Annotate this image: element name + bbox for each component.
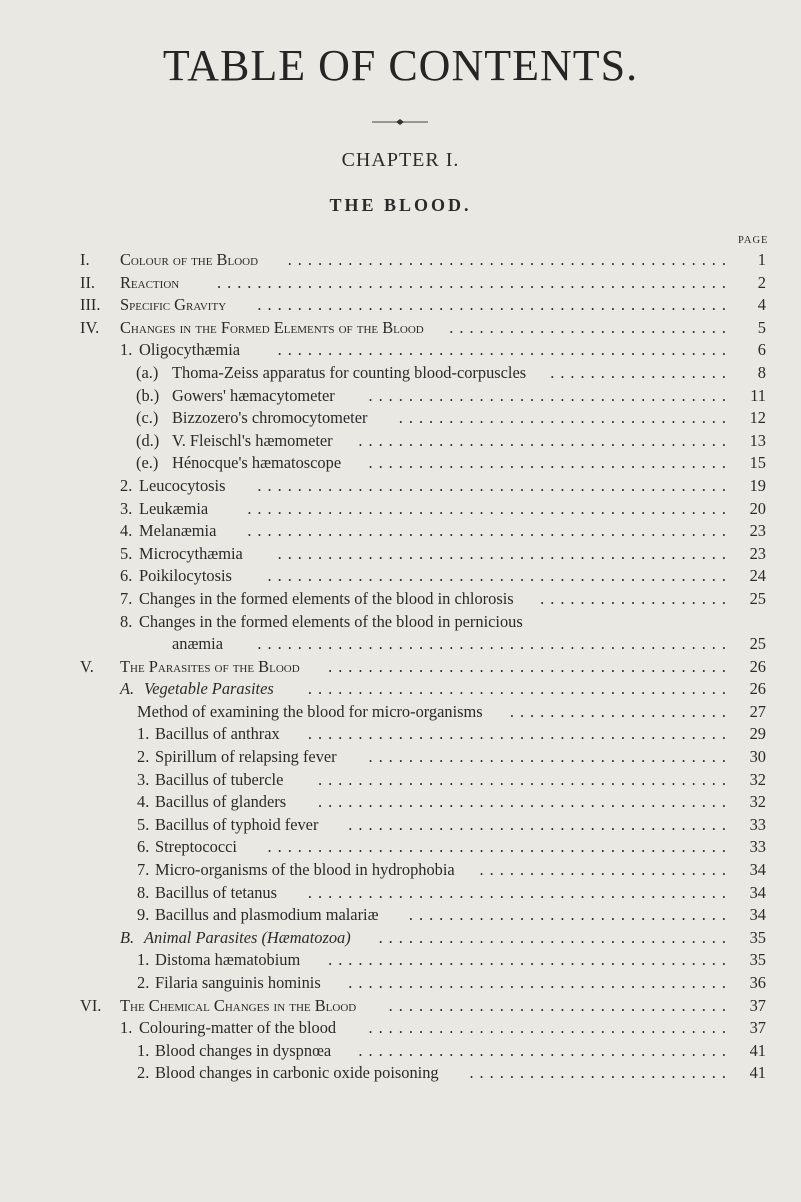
toc-entry-number: 8. xyxy=(137,882,150,902)
toc-entry-number: 2. xyxy=(120,475,133,495)
toc-entry[interactable] xyxy=(0,723,801,746)
dot-leader: .................................... xyxy=(368,747,732,767)
toc-entry-number: 7. xyxy=(137,860,150,880)
dot-leader: ......................................... xyxy=(317,792,732,812)
toc-entry-number: 1. xyxy=(120,340,133,360)
toc-entry[interactable] xyxy=(0,362,801,385)
toc-entry[interactable] xyxy=(0,949,801,972)
toc-entry-number: 1. xyxy=(120,1018,133,1038)
dot-leader: .................................... xyxy=(368,453,732,473)
dot-leader: ................... xyxy=(540,588,732,608)
toc-entry-page: 34 xyxy=(749,860,766,880)
toc-entry-page: 25 xyxy=(749,588,766,608)
toc-entry[interactable] xyxy=(0,611,801,634)
toc-entry[interactable] xyxy=(0,1017,801,1040)
toc-entry[interactable] xyxy=(0,249,801,272)
toc-entry-number: 5. xyxy=(137,814,150,834)
toc-entry-title: Distoma hæmatobium xyxy=(155,950,301,970)
toc-entry[interactable] xyxy=(0,791,801,814)
toc-entry-number: 2. xyxy=(137,1063,150,1083)
toc-entry-page: 35 xyxy=(749,950,766,970)
dot-leader: .............................................. xyxy=(267,837,732,857)
toc-entry[interactable] xyxy=(0,882,801,905)
toc-entry[interactable] xyxy=(0,904,801,927)
toc-entry-title: Animal Parasites (Hæmatozoa) xyxy=(144,927,351,947)
toc-entry-page: 35 xyxy=(749,927,766,947)
toc-entry[interactable] xyxy=(0,317,801,340)
dot-leader: ............................ xyxy=(449,317,732,337)
toc-entry-page: 33 xyxy=(749,837,766,857)
dot-leader: ............................................. xyxy=(277,340,732,360)
toc-entry-title: Bacillus of tubercle xyxy=(155,769,284,789)
dot-leader: ............................................... xyxy=(257,475,732,495)
dot-leader: ................................................ xyxy=(247,521,732,541)
toc-entry[interactable] xyxy=(0,475,801,498)
toc-entry[interactable] xyxy=(0,452,801,475)
toc-list xyxy=(0,249,801,1085)
toc-entry-title: V. Fleischl's hæmometer xyxy=(172,430,333,450)
toc-entry-title: Gowers' hæmacytometer xyxy=(172,385,335,405)
dot-leader: .......................................... xyxy=(307,679,732,699)
toc-entry-number: 4. xyxy=(120,521,133,541)
toc-entry-page: 34 xyxy=(749,905,766,925)
toc-entry-title: Bizzozero's chromocytometer xyxy=(172,408,368,428)
toc-entry[interactable] xyxy=(0,498,801,521)
dot-leader: ................................................ xyxy=(247,498,732,518)
toc-entry[interactable] xyxy=(0,995,801,1018)
dot-leader: ............................................ xyxy=(287,250,732,269)
toc-entry-page: 34 xyxy=(749,882,766,902)
toc-entry-title: Blood changes in dyspnœa xyxy=(155,1040,332,1060)
toc-entry[interactable] xyxy=(0,407,801,430)
dot-leader: ............................................... xyxy=(257,295,732,315)
dot-leader: .......................... xyxy=(469,1063,732,1083)
toc-entry-page: 37 xyxy=(749,995,766,1015)
toc-entry[interactable] xyxy=(0,543,801,566)
toc-entry[interactable] xyxy=(0,385,801,408)
toc-entry-number: (d.) xyxy=(136,430,160,450)
toc-entry-number: 1. xyxy=(137,724,150,744)
toc-entry[interactable] xyxy=(0,769,801,792)
toc-entry[interactable] xyxy=(0,656,801,679)
chapter-heading: CHAPTER I. xyxy=(341,149,460,171)
dot-leader: ........................................ xyxy=(328,656,732,676)
toc-entry-title: The Parasites of the Blood xyxy=(120,656,300,676)
toc-entry-title: Colour of the Blood xyxy=(120,250,259,269)
toc-entry-title: Specific Gravity xyxy=(120,295,227,315)
section-heading: THE BLOOD. xyxy=(329,195,472,215)
dot-leader: .......................................... xyxy=(307,724,732,744)
toc-entry[interactable] xyxy=(0,836,801,859)
toc-entry-title: Micro-organisms of the blood in hydrophobia xyxy=(155,860,455,880)
toc-entry-number: 8. xyxy=(120,611,133,631)
dot-leader: ..................................... xyxy=(358,430,732,450)
toc-entry-page: 37 xyxy=(749,1018,766,1038)
toc-entry-number: 7. xyxy=(120,588,133,608)
dot-leader: ...................................... xyxy=(348,973,732,992)
dot-leader: ................................ xyxy=(408,905,732,925)
toc-entry-number: 9. xyxy=(137,905,150,925)
toc-entry[interactable] xyxy=(0,294,801,317)
page-title: TABLE OF CONTENTS. xyxy=(162,41,639,90)
toc-entry[interactable] xyxy=(0,1040,801,1063)
toc-entry[interactable] xyxy=(0,678,801,701)
toc-entry-title: Bacillus of typhoid fever xyxy=(155,814,319,834)
dot-leader: ......................... xyxy=(479,860,732,880)
toc-entry-number: (c.) xyxy=(136,408,159,428)
toc-entry[interactable] xyxy=(0,565,801,588)
toc-entry[interactable] xyxy=(0,746,801,769)
dot-leader: .................................... xyxy=(368,385,732,405)
toc-entry-page: 41 xyxy=(749,1040,766,1060)
toc-entry-page: 33 xyxy=(749,814,766,834)
dot-leader: ................................................... xyxy=(217,272,732,292)
dot-leader: ......................................... xyxy=(317,769,732,789)
dot-leader: ............................................... xyxy=(257,634,732,654)
toc-entry-page: 20 xyxy=(749,498,766,518)
toc-entry[interactable] xyxy=(0,1062,801,1085)
toc-entry-page: 13 xyxy=(749,430,766,450)
dot-leader: ................................... xyxy=(378,927,732,947)
toc-entry[interactable] xyxy=(0,339,801,362)
dot-leader: ...................................... xyxy=(348,814,732,834)
toc-entry-number: IV. xyxy=(80,317,100,337)
dot-leader: .......................................... xyxy=(307,882,732,902)
toc-entry-page: 11 xyxy=(750,385,766,405)
toc-entry-page: 23 xyxy=(749,543,766,563)
toc-entry-number: 5. xyxy=(120,543,133,563)
toc-entry-title: Oligocythæmia xyxy=(139,340,241,360)
toc-entry-page: 32 xyxy=(749,792,766,812)
toc-entry-number: 6. xyxy=(120,566,133,586)
toc-entry-title: Melanæmia xyxy=(139,521,217,541)
dot-leader: ..................................... xyxy=(358,1040,732,1060)
dot-leader: .................................. xyxy=(388,995,732,1015)
toc-entry-page: 1 xyxy=(757,250,766,269)
toc-entry-page: 23 xyxy=(749,521,766,541)
toc-entry-title: Changes in the formed elements of the blood in chlorosis xyxy=(139,588,514,608)
toc-entry-number: 1. xyxy=(137,950,150,970)
toc-entry-page: 36 xyxy=(749,973,766,992)
toc-entry-page: 5 xyxy=(757,317,766,337)
dot-leader: .............................................. xyxy=(267,566,732,586)
toc-entry-number: 2. xyxy=(137,973,150,992)
toc-entry-number: 3. xyxy=(137,769,150,789)
toc-entry-title: Thoma-Zeiss apparatus for counting blood-corpuscles xyxy=(172,362,527,382)
toc-entry-page: 4 xyxy=(757,295,766,315)
toc-entry-title: Poikilocytosis xyxy=(139,566,232,586)
toc-entry-page: 32 xyxy=(749,769,766,789)
toc-entry-title: Blood changes in carbonic oxide poisoning xyxy=(155,1063,439,1083)
toc-entry-title: Changes in the formed elements of the blood in pernicious xyxy=(139,611,523,631)
toc-entry[interactable] xyxy=(0,430,801,453)
toc-entry-page: 29 xyxy=(749,724,766,744)
toc-entry[interactable] xyxy=(0,701,801,724)
toc-entry-number: II. xyxy=(80,272,96,292)
toc-entry-page: 8 xyxy=(757,362,766,382)
toc-entry-number: 2. xyxy=(137,747,150,767)
toc-entry-number: (a.) xyxy=(136,362,159,382)
toc-entry-title: anæmia xyxy=(172,634,223,654)
page-column-header: PAGE xyxy=(738,235,769,246)
toc-entry-page: 30 xyxy=(749,747,766,767)
toc-entry[interactable] xyxy=(0,814,801,837)
dot-leader: .................. xyxy=(550,362,732,382)
toc-entry-title: Spirillum of relapsing fever xyxy=(155,747,337,767)
toc-entry-title: Bacillus and plasmodium malariæ xyxy=(155,905,379,925)
toc-entry-number: (b.) xyxy=(136,385,160,405)
toc-entry-title: Colouring-matter of the blood xyxy=(139,1018,337,1038)
toc-entry-number: B. xyxy=(120,927,135,947)
toc-entry-number: A. xyxy=(120,679,135,699)
toc-entry-title: Changes in the Formed Elements of the Blood xyxy=(120,317,424,337)
toc-entry-number: I. xyxy=(80,250,90,269)
dot-leader: ............................................. xyxy=(277,543,732,563)
toc-entry-page: 26 xyxy=(749,656,766,676)
toc-entry[interactable] xyxy=(0,633,801,656)
toc-entry-title: Hénocque's hæmatoscope xyxy=(172,453,342,473)
toc-entry-title: Method of examining the blood for micro-organisms xyxy=(137,701,483,721)
toc-entry[interactable] xyxy=(0,588,801,611)
toc-entry-title: Leucocytosis xyxy=(139,475,226,495)
toc-entry[interactable] xyxy=(0,272,801,295)
dot-leader: ........................................ xyxy=(328,950,732,970)
ornament-rule xyxy=(372,117,428,127)
toc-entry-number: 4. xyxy=(137,792,150,812)
toc-entry-title: Reaction xyxy=(120,272,180,292)
toc-entry-title: Vegetable Parasites xyxy=(144,679,274,699)
toc-entry-number: (e.) xyxy=(136,453,159,473)
toc-entry-page: 41 xyxy=(749,1063,766,1083)
toc-entry-page: 12 xyxy=(749,408,766,428)
toc-entry-page: 27 xyxy=(749,701,766,721)
toc-entry-page: 6 xyxy=(757,340,766,360)
dot-leader: .................................... xyxy=(368,1018,732,1038)
toc-entry-title: Bacillus of tetanus xyxy=(155,882,277,902)
toc-entry-page: 25 xyxy=(749,634,766,654)
toc-entry-title: Streptococci xyxy=(155,837,237,857)
toc-entry-page: 15 xyxy=(749,453,766,473)
toc-entry-page: 26 xyxy=(749,679,766,699)
toc-entry-page: 24 xyxy=(749,566,766,586)
toc-entry-number: 1. xyxy=(137,1040,150,1060)
toc-entry-number: III. xyxy=(80,295,101,315)
toc-entry-number: 3. xyxy=(120,498,133,518)
dot-leader: ................................. xyxy=(398,408,732,428)
toc-entry-title: Microcythæmia xyxy=(139,543,243,563)
toc-entry[interactable] xyxy=(0,972,801,995)
toc-entry[interactable] xyxy=(0,520,801,543)
toc-entry-title: The Chemical Changes in the Blood xyxy=(120,995,357,1015)
toc-entry-title: Bacillus of anthrax xyxy=(155,724,280,744)
dot-leader: ...................... xyxy=(509,701,732,721)
toc-entry-title: Filaria sanguinis hominis xyxy=(155,973,321,992)
toc-entry[interactable] xyxy=(0,927,801,950)
toc-entry[interactable] xyxy=(0,859,801,882)
toc-entry-number: VI. xyxy=(80,995,102,1015)
toc-entry-page: 19 xyxy=(749,475,766,495)
toc-entry-number: V. xyxy=(80,656,94,676)
toc-entry-title: Leukæmia xyxy=(139,498,209,518)
toc-entry-title: Bacillus of glanders xyxy=(155,792,287,812)
toc-entry-page: 2 xyxy=(757,272,766,292)
toc-entry-number: 6. xyxy=(137,837,150,857)
